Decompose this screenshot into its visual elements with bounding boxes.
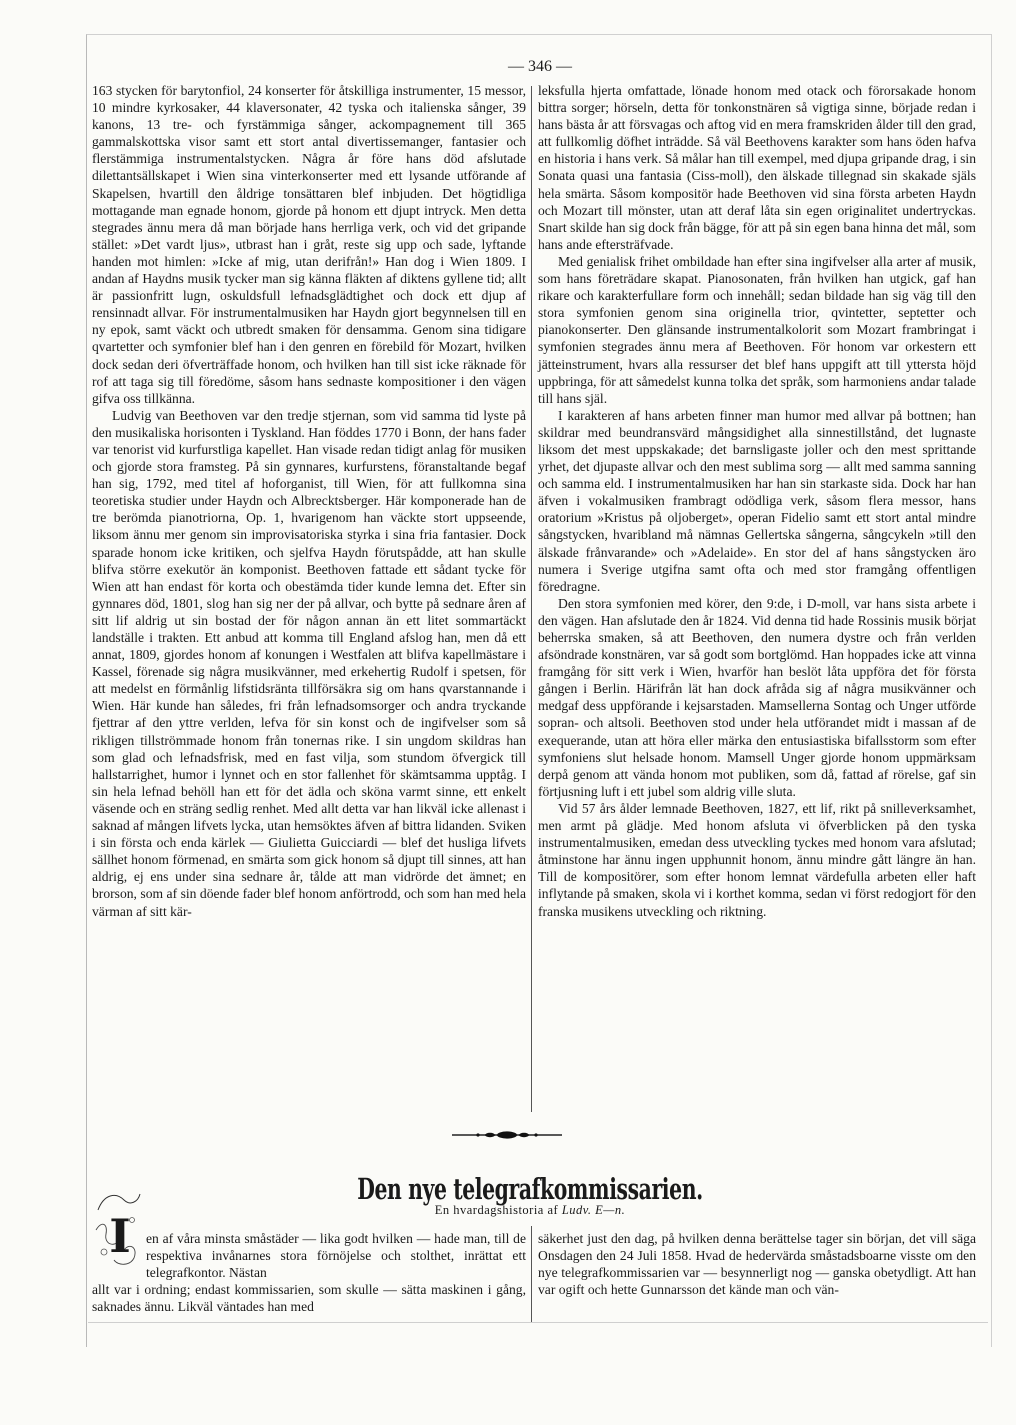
story-right-column: säkerhet just den dag, på hvilken denna berättelse tager sin början, det vill säga Onsdagen den 24 Juli 1858. Hvad de hedervärda småstadsboarne visste om den nye telegrafkommissarien var — besynnerligt nog — ganska obetydligt. Att han var ogift och hette Gunnarsson det kände man och vän- [538,1231,976,1298]
section-ornament-icon [452,1128,562,1142]
right-paragraph-1: leksfulla hjerta omfattade, lönade honom med otack och förorsakade honom bittra sorger; hörseln, detta för tonkonstnären så vigtiga sinne, började redan i hans bästa år att försvagas och aftog vid en mera framskriden ålder till den grad, att fullkomlig döfhet inträdde. Så väl Beethovens karakter som hans öden hafva en historia i hans verk. Så målar han till exempel, med djupa gripande drag, i sin Sonata quasi una fantasia (Ciss-moll), den älskade tillegnad sin skakade själs hela smärta. Såsom kompositör hade Beethoven vid sina första arbeten Haydn och Mozart till mönster, utan att deraf låta sin egen originalitet undertryckas. Snart skilde han sig dock från bägge, för att på sin egen bana hinna det mål, som hans ande eftersträfvade. [538,83,976,252]
story-author: Ludv. E—n. [561,1203,626,1217]
ornamental-drop-cap-icon [94,1190,142,1270]
right-paragraph-2: Med genialisk frihet ombildade han efter sina ingifvelser alla arter af musik, som hans företrädare skapat. Pianosonaten, från hvilken han utgick, gaf han rikare och karakterfullare form och innehåll; sedan bildade han sig väg till den stora symfonien genom sina originella trior, qvintetter, septetter och pianokonserter. Den glänsande instrumentalkolorit som Mozart frambringat i symfonien stegrades ännu mera af Beethoven. För honom var orkestern ett jätteinstrument, hvars alla ressurser det blef hans uppgift att till yttersta höjd uppbringa, för att såmedelst kunna tolka det språk, som harmoniens andar talade till hans själ. [538,253,976,406]
story-left-full: allt var i ordning; endast kommissarien, som skulle — sätta maskinen i gång, saknades ännu. Likväl väntades han med [92,1282,526,1315]
story-column-divider [531,1226,532,1322]
story-title: Den nye telegrafkommissarien. [357,1172,703,1206]
page-number: — 346 — [508,58,572,75]
column-divider [531,86,532,1112]
right-column [538,82,976,920]
right-paragraph-5: Vid 57 års ålder lemnade Beethoven, 1827, ett lif, rikt på snilleverksamhet, men armt på glädje. Med honom afsluta vi öfverblicken på den tyska instrumentalmusiken, emedan dess utveckling tyckes med honom vara afslutad; åtminstone har ännu ingen upphunnit honom, ännu mindre gått längre än han. Till de kompositörer, som efter honom lemnat värdefulla arbeten eller haft inflytande på smaken, skola vi i korthet komma, sedan vi först redogjort för den franska musikens utveckling och riktning. [538,800,976,919]
story-subtitle-prefix: En hvardagshistoria af [434,1203,559,1217]
drop-cap-letter: I [109,1209,131,1263]
story-left-indented: en af våra minsta småstäder — lika godt hvilken — hade man, till de respektiva invånarnes stora förnöjelse och stolthet, inrättat ett telegrafkontor. Nästan [146,1231,526,1281]
story-subtitle [300,1203,760,1218]
bottom-rule [88,1322,988,1323]
right-paragraph-4: Den stora symfonien med körer, den 9:de, i D-moll, var hans sista arbete i den vägen. Han afslutade den år 1824. Vid denna tid hade Rossinis musik börjat beherrska smaken, så att Beethoven, den numera dystre och från verlden afsöndrade konstnären, var så godt som bortglömd. Han hoppades icke att vinna framgång för sitt verk i Wien, hvarför han beslöt låta uppföra det för första gången i Berlin. Härifrån lät han dock afråda sig af några musikvänner och medgaf dess uppförande i kejsarstaden. Mamsellerna Sontag och Unger utförde sopran- och altsoli. Beethoven stod under hela utförandet midt i massan af de exequerande, utan att höra eller märka den entusiastiska bifallsstorm som efter symfoniens slut helsade honom. Mamsell Unger gjorde honom uppmärksam derpå genom att vända honom mot publiken, som då, fattad af rörelse, gaf sin förtjusning luft i ett jubel som aldrig ville sluta. [538,595,976,799]
left-paragraph-1: 163 stycken för barytonfiol, 24 konserter för åtskilliga instrumenter, 15 messor, 10 mindre kyrkosaker, 44 klaversonater, 42 tyska och italienska sånger, 39 kanons, 13 tre- och fyrstämmiga sånger, ackompagnement till 365 gammalskottska visor samt ett stort antal divertissemanger, fantasier och flerstämmiga instrumentalstycken. Några år före hans död afslutade dilettantsällskapet i Wien sina vinterkonserter med ett lysande utförande af Skapelsen, hvartill den åldrige tonsättaren blef inbjuden. Det högtidliga mottagande man egnade honom, gjorde på honom ett djupt intryck. Men detta stegrades ännu mera då man började hans herrliga verk, och vid det gripande stället: »Det vardt ljus», utbrast han i gråt, reste sig upp och sade, lyftande handen mot himlen: »Icke af mig, utan derifrån!» Han dog i Wien 1809. I andan af Haydns musik tycker man sig känna fläkten af diktens gyllene tid; allt är passionfritt lugn, oskuldsfull lefnadsglädtighet och dock ett djup af rensinnadt allvar. För instrumentalmusiken har Haydn gjort begynnelsen till en ny epok, samt väckt och utbredt smaken för densamma. Genom sina tidigare qvartetter och symfonier blef han i den genren en förebild för Mozart, hvilken dock sedan deri öfverträffade honom, och hvilken han till sist icke räknade för rof att taga sig till föredöme, såsom hans sednaste kompositioner i den vägen gifva oss tillkänna. [92,83,526,406]
right-paragraph-3: I karakteren af hans arbeten finner man humor med allvar på bottnen; han skildrar med beundransvärd mångsidighet alla sinnestillstånd, det lugnaste liksom det mest uppskakade; det barnsligaste joller och den mest sprittande yrhet, det djupaste allvar och den mest sublima sorg — allt med samma sanning och samma eld. I instrumentalmusiken har han sin starkaste sida. Dock har han äfven i vokalmusiken frambragt odödliga verk, såsom flera messor, hans oratorium »Kristus på oljoberget», operan Fidelio samt ett stort antal mindre sångstycken, hvaribland må nämnas Gellertska sångerna, sångcykeln »till den älskade frånvarande» och »Adelaide». En stor del af hans sångstycken äro numera i Sverige utgifna samt ofta och med stor framgång offentligen föredragne. [538,407,976,594]
left-column [92,82,526,920]
left-paragraph-2: Ludvig van Beethoven var den tredje stjernan, som vid samma tid lyste på den musikaliska horisonten i Tyskland. Han föddes 1770 i Bonn, der hans fader var tenorist vid kurfurstliga kapellet. Han visade redan tidigt anlag för musiken och gjorde stora framsteg. På sin gynnares, kurfurstens, föranstaltande begaf han sig, 1792, med titel af hoforganist, till Wien, för att fullkomna sina teoretiska studier under Haydn och Albrecktsberger. Här komponerade han de tre berömda pianotriorna, Op. 1, hvarigenom han väckte stort uppseende, liksom ännu mer genom sin improvisatoriska styrka i sina fria fantasier. Dock sparade honom icke kritiken, och sjelfva Haydn förutspådde, att han skulle blifva större exekutör än komponist. Beethoven fattade ett sådant tycke för Wien att han endast för korta och obestämda tider kunde lemna det. Efter sin gynnares död, 1801, slog han sig ner der på allvar, och bytte på sednare åren af sitt lif aldrig ut sin bostad der för någon annan än ett litet sommartäckt landställe i trakten. Ett anbud att komma till England afslog han, men då ett annat, 1809, gjordes honom af konungen i Westfalen att blifva kapellmästare i Kassel, förenade sig några musikvänner, med erkehertig Rudolf i spetsen, för att medelst en förmånlig lifstidsränta tillförsäkra sig om hans qvarstannande i Wien. Här kunde han således, fri från lefnadsomsorger och andra tryckande fjettrar af den yttre verlden, lefva för sin konst och de ingifvelser som så rikligen tillströmmade honom från tonernas rike. I sin ungdom skildras han som glad och lefnadsfrisk, med en fast vilja, som stundom öfvergick till hallstarrighet, humor i lynnet och en stor fallenhet för skämtsamma upptåg. I sin hela lefnad behöll han ett för det ädla och sköna varmt sinne, ett enkelt väsende och en sträng sedlig renhet. Med allt detta var han likväl icke allenast i saknad af mången lifvets lycka, utan hemsöktes äfven af bittra lidanden. Sviken i sin första och enda kärlek — Giulietta Guicciardi — blef det husliga lifvets sällhet honom förmenad, en smärta som gick honom så djupt till sinnes, att han aldrig, ej ens under sina sednare år, tålde att man vidrörde det ämnet; en brorson, som af sin döende fader blef honom anförtrodd, och som han med hela värman af sitt kär- [92,407,526,919]
